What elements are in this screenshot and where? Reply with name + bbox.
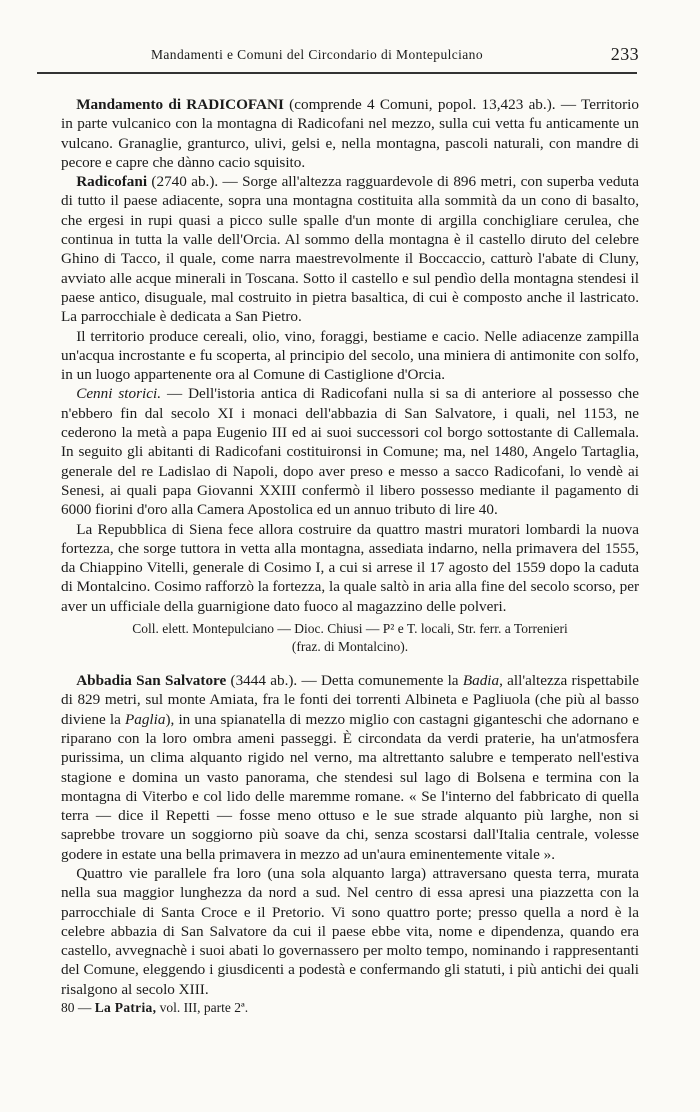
paragraph-quattro-vie: Quattro vie parallele fra loro (una sola alquanto larga) attraversano questa terra, murata nella sua maggior lunghezza da nord a sud. Nel centro di essa apresi una piazzetta con la parrocchiale di Santa Croce e il Pretorio. Vi sono quattro porte; presso quella a nord è la celebre abbazia di San Salvatore da cui il paese ebbe vita, nome e dipendenza, quando era castello, avvegnachè i suoi abati lo governassero per molto tempo, nominando i rappresentanti del Comune, eleggendo i giusdicenti a podestà e confermando gli statuti, i più antichi dei quali risalgono al secolo XIII. [61,864,639,998]
paragraph-mandamento: Mandamento di RADICOFANI (comprende 4 Comuni, popol. 13,423 ab.). — Territorio in parte vulcanico con la montagna di Radicofani nel mezzo, sulla cui vetta fu anticamente un vulcano. Granaglie, granturco, ulivi, gelsi e, nella montagna, pascoli naturali, con mandre di pecore e capre che dànno cacio squisito. [61,96,639,171]
collegio-note: Coll. elett. Montepulciano — Dioc. Chiusi — P² e T. locali, Str. ferr. a Torrenieri (fraz. di Montalcino). [132,621,568,655]
paragraph-abbadia: Abbadia San Salvatore (3444 ab.). — Detta comunemente la Badia, all'altezza rispettabile di 829 metri, sul monte Amiata, fra le fonti dei torrenti Albineta e Pagliuola (che più al basso diviene la Paglia), in una spianatella di mezzo miglio con castagni giganteschi che adornano e riparano con la loro ombra ameni passeggi. È circondata da verdi praterie, ha un'atmosfera purissima, un clima alquanto rigido nel verno, ma altrettanto salubre e temperato nell'estiva stagione e domina un vasto panorama, che stendesi sul lago di Bolsena e termina con la montagna di Viterbo e col lido delle maremme romane. « Se l'interno del fabbricato di quella terra — dice il Repetti — fosse meno ottuso e le sue strade alquanto più larghe, non si saprebbe trovare un soggiorno più soave da chi, senza scostarsi dall'Italia centrale, volesse godere in estate una bella primavera in mezzo ad un'aura eminentemente vitale ». [61,672,639,863]
heading-abbadia: Abbadia San Salvatore [76,672,227,690]
heading-cenni-storici: Cenni storici. [76,385,162,403]
header-title: Mandamenti e Comuni del Circondario di Montepulciano [151,47,483,62]
paragraph-radicofani: Radicofani (2740 ab.). — Sorge all'altezza ragguardevole di 896 metri, con superba veduta di tutto il paese adiacente, sopra una montagna costituita alla sommità da un cono di basalto, che ergesi in rupi quasi a picco sulle spalle d'un monte di argilla conchigliare cerulea, che continua in tutta la valle dell'Orcia. Al sommo della montagna è il castello diruto del celebre Ghino di Tacco, il quale, come narra maestrevolmente il Boccaccio, catturò l'abate di Cluny, avviato alle acque minerali in Toscana. Sotto il castello e sul pendìo della montagna stendesi il paese antico, disuguale, mal costruito in pietra basaltica, di cui è composto anche il lastricato. La parrocchiale è dedicata a San Pietro. [61,173,639,326]
paragraph-repubblica: La Repubblica di Siena fece allora costruire da quattro mastri muratori lombardi la nuova fortezza, che sorge tuttora in vetta alla montagna, assediata indarno, nella primavera del 1555, da Chiappino Vitelli, generale di Cosimo I, a cui si arrese il 17 agosto del 1559 dopo la caduta di Montalcino. Cosimo rafforzò la fortezza, la quale saltò in aria alla fine del secolo scorso, per aver un ufficiale della guarnigione dato fuoco al magazzino delle polveri. [61,520,639,615]
header-rule [37,72,637,74]
heading-mandamento: Mandamento di RADICOFANI [76,96,284,113]
page-footer: 80 — La Patria, vol. III, parte 2ª. [61,1000,249,1015]
paragraph-territorio: Il territorio produce cereali, olio, vino, foraggi, bestiame e cacio. Nelle adiacenze zampilla un'acqua incrostante e fu scoperta, al principio del secolo, una miniera di antimonite con solfo, in un luogo appartenente ora al Comune di Castiglione d'Orcia. [61,327,639,384]
page-number: 233 [610,44,639,64]
paragraph-cenni-storici: Cenni storici. — Dell'istoria antica di Radicofani nulla si sa di anteriore al possesso che n'ebbero fin dal secolo XI i monaci dell'abbazia di San Salvatore, i quali, nel 1153, ne cederono la metà a papa Eugenio III ed ai suoi successori col borgo sottostante di Callemala. In seguito gli abitanti di Radicofani costituironsi in Comune; ma, nel 1480, Angelo Tartaglia, generale del re Ladislao di Napoli, dopo aver preso e messo a sacco Radicofani, lo vendè ai Senesi, ai quali papa Giovanni XXIII confermò il libero possesso mediante il pagamento di 6000 fiorini d'oro alla Camera Apostolica ed un annuo tributo di lire 40. [61,385,639,519]
running-header [61,44,639,68]
magazine-title: La Patria, [94,1000,157,1015]
heading-radicofani: Radicofani [76,173,148,191]
page-body [61,95,639,999]
section-gap [61,656,639,671]
